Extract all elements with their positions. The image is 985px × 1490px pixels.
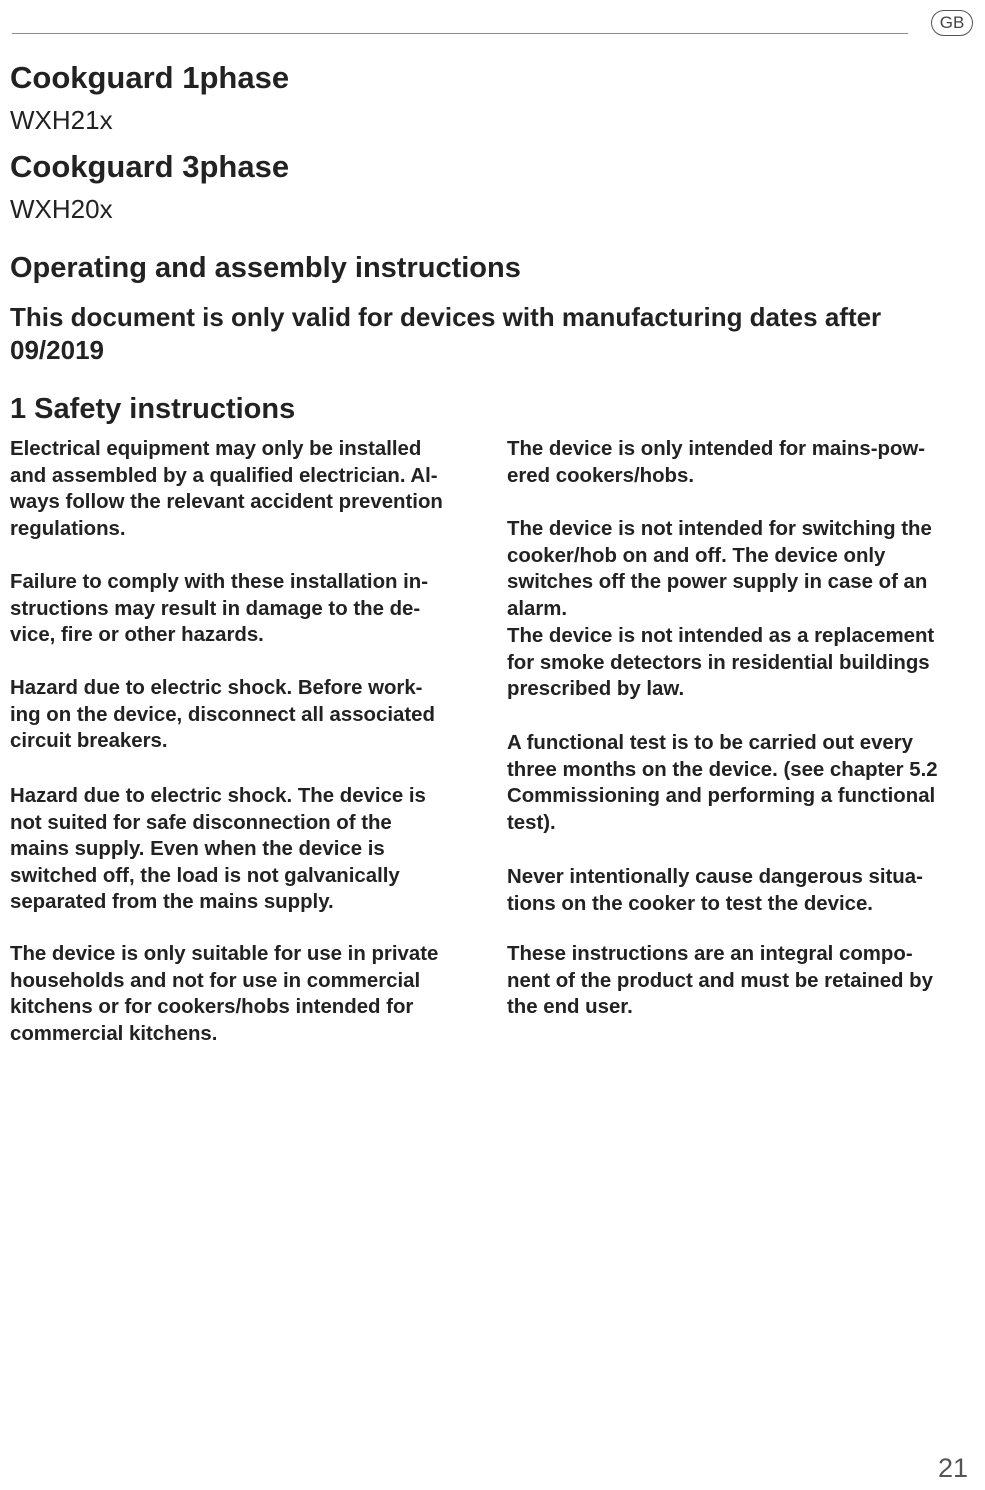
safety-paragraph: A functional test is to be carried out every three months on the device. (see chapter 5.2 Commissioning and performing a functional test).	[507, 732, 938, 834]
product-title-1phase: Cookguard 1phase	[10, 60, 290, 95]
product-title-3phase: Cookguard 3phase	[10, 149, 290, 184]
header-divider	[12, 33, 908, 34]
validity-note: This document is only valid for devices with manufacturing dates after 09/2019	[10, 302, 882, 365]
safety-paragraph: Hazard due to electric shock. Before work- ing on the device, disconnect all associated circuit breakers.	[10, 677, 435, 753]
language-badge: GB	[931, 10, 973, 36]
safety-paragraph: The device is not intended for switching the cooker/hob on and off. The device only switches off the power supply in case of an alarm.	[507, 518, 932, 620]
safety-paragraph: Hazard due to electric shock. The device is not suited for safe disconnection of the mains supply. Even when the device is switched off, the load is not galvanically separated from the mains supply.	[10, 785, 426, 914]
safety-paragraph: These instructions are an integral compo- nent of the product and must be retained by the end user.	[507, 943, 933, 1019]
left-column	[10, 436, 488, 1047]
product-model-3phase: WXH20x	[10, 194, 113, 224]
product-model-1phase: WXH21x	[10, 105, 113, 135]
document-subtitle: Operating and assembly instructions	[10, 252, 521, 284]
page-number: 21	[938, 1453, 969, 1483]
safety-paragraph: Failure to comply with these installation in- structions may result in damage to the de- vice, fire or other hazards.	[10, 571, 429, 647]
safety-paragraph: The device is only suitable for use in private households and not for use in commercial kitchens or for cookers/hobs intended for commercial kitchens.	[10, 943, 439, 1045]
safety-paragraph: The device is only intended for mains-pow- ered cookers/hobs.	[507, 438, 926, 487]
safety-paragraph: The device is not intended as a replacement for smoke detectors in residential buildings prescribed by law.	[507, 625, 935, 701]
safety-paragraph: Never intentionally cause dangerous situa- tions on the cooker to test the device.	[507, 866, 923, 915]
right-column	[507, 436, 979, 1021]
section-heading-safety: 1 Safety instructions	[10, 393, 296, 425]
safety-paragraph: Electrical equipment may only be installed and assembled by a qualified electrician. Al- ways follow the relevant accident prevention regulations.	[10, 438, 443, 540]
